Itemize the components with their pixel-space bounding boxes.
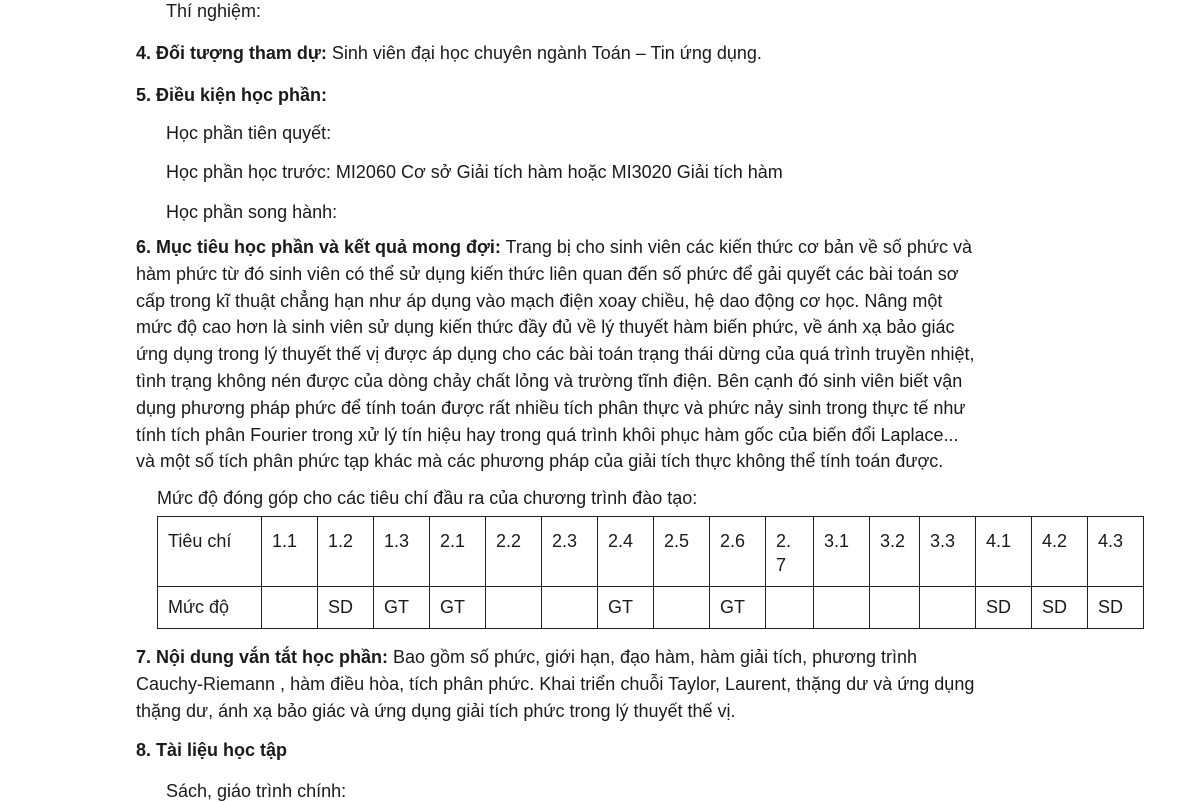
section-8-heading-text: 8. Tài liệu học tập: [136, 740, 288, 760]
table-cell: GT: [598, 587, 654, 629]
section-6-line: tình trạng không nén được của dòng chảy chất lỏng và trường tĩnh điện. Bên cạnh đó sinh viên biết vận: [136, 370, 963, 391]
section-5-heading: [136, 84, 327, 106]
table-cell: [486, 587, 542, 629]
table-cell: 3.1: [814, 517, 870, 587]
experiment-label: Thí nghiệm:: [166, 1, 262, 21]
table-cell: 4.3: [1088, 517, 1144, 587]
criteria-table: [157, 516, 1144, 629]
section-7-heading: 7. Nội dung vắn tắt học phần:: [136, 647, 388, 667]
section-6-line: ứng dụng trong lý thuyết thế vị được áp dụng cho các bài toán trạng thái dừng của quá trình truyền nhiệt,: [136, 344, 975, 365]
table-cell: GT: [710, 587, 766, 629]
criteria-level-row: [158, 587, 1144, 629]
table-cell: SD: [1032, 587, 1088, 629]
table-cell: [654, 587, 710, 629]
section-6-line: dụng phương pháp phức để tính toán được rất nhiều tích phân thực và phức nảy sinh trong thực tế như: [136, 397, 966, 418]
main-textbook-label: Sách, giáo trình chính:: [166, 781, 347, 801]
section-7: [136, 646, 1096, 726]
table-cell: 2.3: [542, 517, 598, 587]
prior-course-line: Học phần học trước: MI2060 Cơ sở Giải tích hàm hoặc MI3020 Giải tích hàm: [166, 162, 783, 182]
table-cell: [814, 587, 870, 629]
section-5-heading-text: 5. Điều kiện học phần:: [136, 85, 328, 105]
section-6-first-line: [136, 236, 1096, 263]
table-cell: 4.2: [1032, 517, 1088, 587]
section-6-heading: 6. Mục tiêu học phần và kết quả mong đợi:: [136, 237, 501, 257]
table-cell: GT: [374, 587, 430, 629]
table-cell: 3.3: [920, 517, 976, 587]
section-6-line: cấp trong kĩ thuật chẳng hạn như áp dụng vào mạch điện xoay chiều, hệ dao động cơ học. Nâng một: [136, 290, 943, 311]
table-cell: 1.1: [262, 517, 318, 587]
parallel-course-line: Học phần song hành:: [166, 202, 338, 222]
section-7-line: Cauchy-Riemann , hàm điều hòa, tích phân phức. Khai triển chuỗi Taylor, Laurent, thặng dư và ứng dụng: [136, 673, 975, 694]
section-6-intro: Trang bị cho sinh viên các kiến thức cơ bản về số phức và: [500, 237, 972, 257]
criteria-header-row: [158, 517, 1144, 587]
section-6-line: và một số tích phân phức tạp khác mà các phương pháp của giải tích thực không thể tính toán được.: [136, 451, 944, 472]
table-cell: 1.2: [318, 517, 374, 587]
section-6-line: mức độ cao hơn là sinh viên sử dụng kiến thức đầy đủ về lý thuyết hàm biến phức, về ánh xạ bảo giác: [136, 317, 955, 338]
section-6-line: hàm phức từ đó sinh viên có thể sử dụng kiến thức liên quan đến số phức để gải quyết các bài toán sơ: [136, 263, 959, 284]
table-cell: GT: [430, 587, 486, 629]
contribution-label: Mức độ đóng góp cho các tiêu chí đầu ra của chương trình đào tạo:: [157, 488, 698, 508]
section-6-line: tính tích phân Fourier trong xử lý tín hiệu hay trong quá trình khôi phục hàm gốc của biến đổi Laplace...: [136, 424, 959, 445]
table-cell: SD: [318, 587, 374, 629]
section-7-first-line: [136, 646, 1096, 673]
table-cell: 2.6: [710, 517, 766, 587]
table-cell: SD: [976, 587, 1032, 629]
table-cell: Tiêu chí: [158, 517, 262, 587]
section-8-heading: [136, 739, 287, 761]
table-cell: [920, 587, 976, 629]
section-4-text: Sinh viên đại học chuyên ngành Toán – Tin ứng dụng.: [326, 43, 762, 63]
table-cell: 3.2: [870, 517, 920, 587]
table-cell: 1.3: [374, 517, 430, 587]
table-cell: [542, 587, 598, 629]
prerequisite-line: Học phần tiên quyết:: [166, 123, 332, 143]
section-7-line: thặng dư, ánh xạ bảo giác và ứng dụng giải tích phức trong lý thuyết thế vị.: [136, 700, 736, 721]
table-cell: 2.4: [598, 517, 654, 587]
table-cell: [870, 587, 920, 629]
table-cell: 2.5: [654, 517, 710, 587]
table-cell: 2.1: [430, 517, 486, 587]
section-6: [136, 236, 1096, 477]
table-cell: 4.1: [976, 517, 1032, 587]
section-7-intro: Bao gồm số phức, giới hạn, đạo hàm, hàm giải tích, phương trình: [388, 647, 917, 667]
section-4: [136, 42, 762, 64]
table-cell: [766, 587, 814, 629]
table-cell: 2. 7: [766, 517, 814, 587]
table-cell: SD: [1088, 587, 1144, 629]
section-4-heading: 4. Đối tượng tham dự:: [136, 43, 327, 63]
table-cell: [262, 587, 318, 629]
table-cell: 2.2: [486, 517, 542, 587]
table-cell: Mức độ: [158, 587, 262, 629]
